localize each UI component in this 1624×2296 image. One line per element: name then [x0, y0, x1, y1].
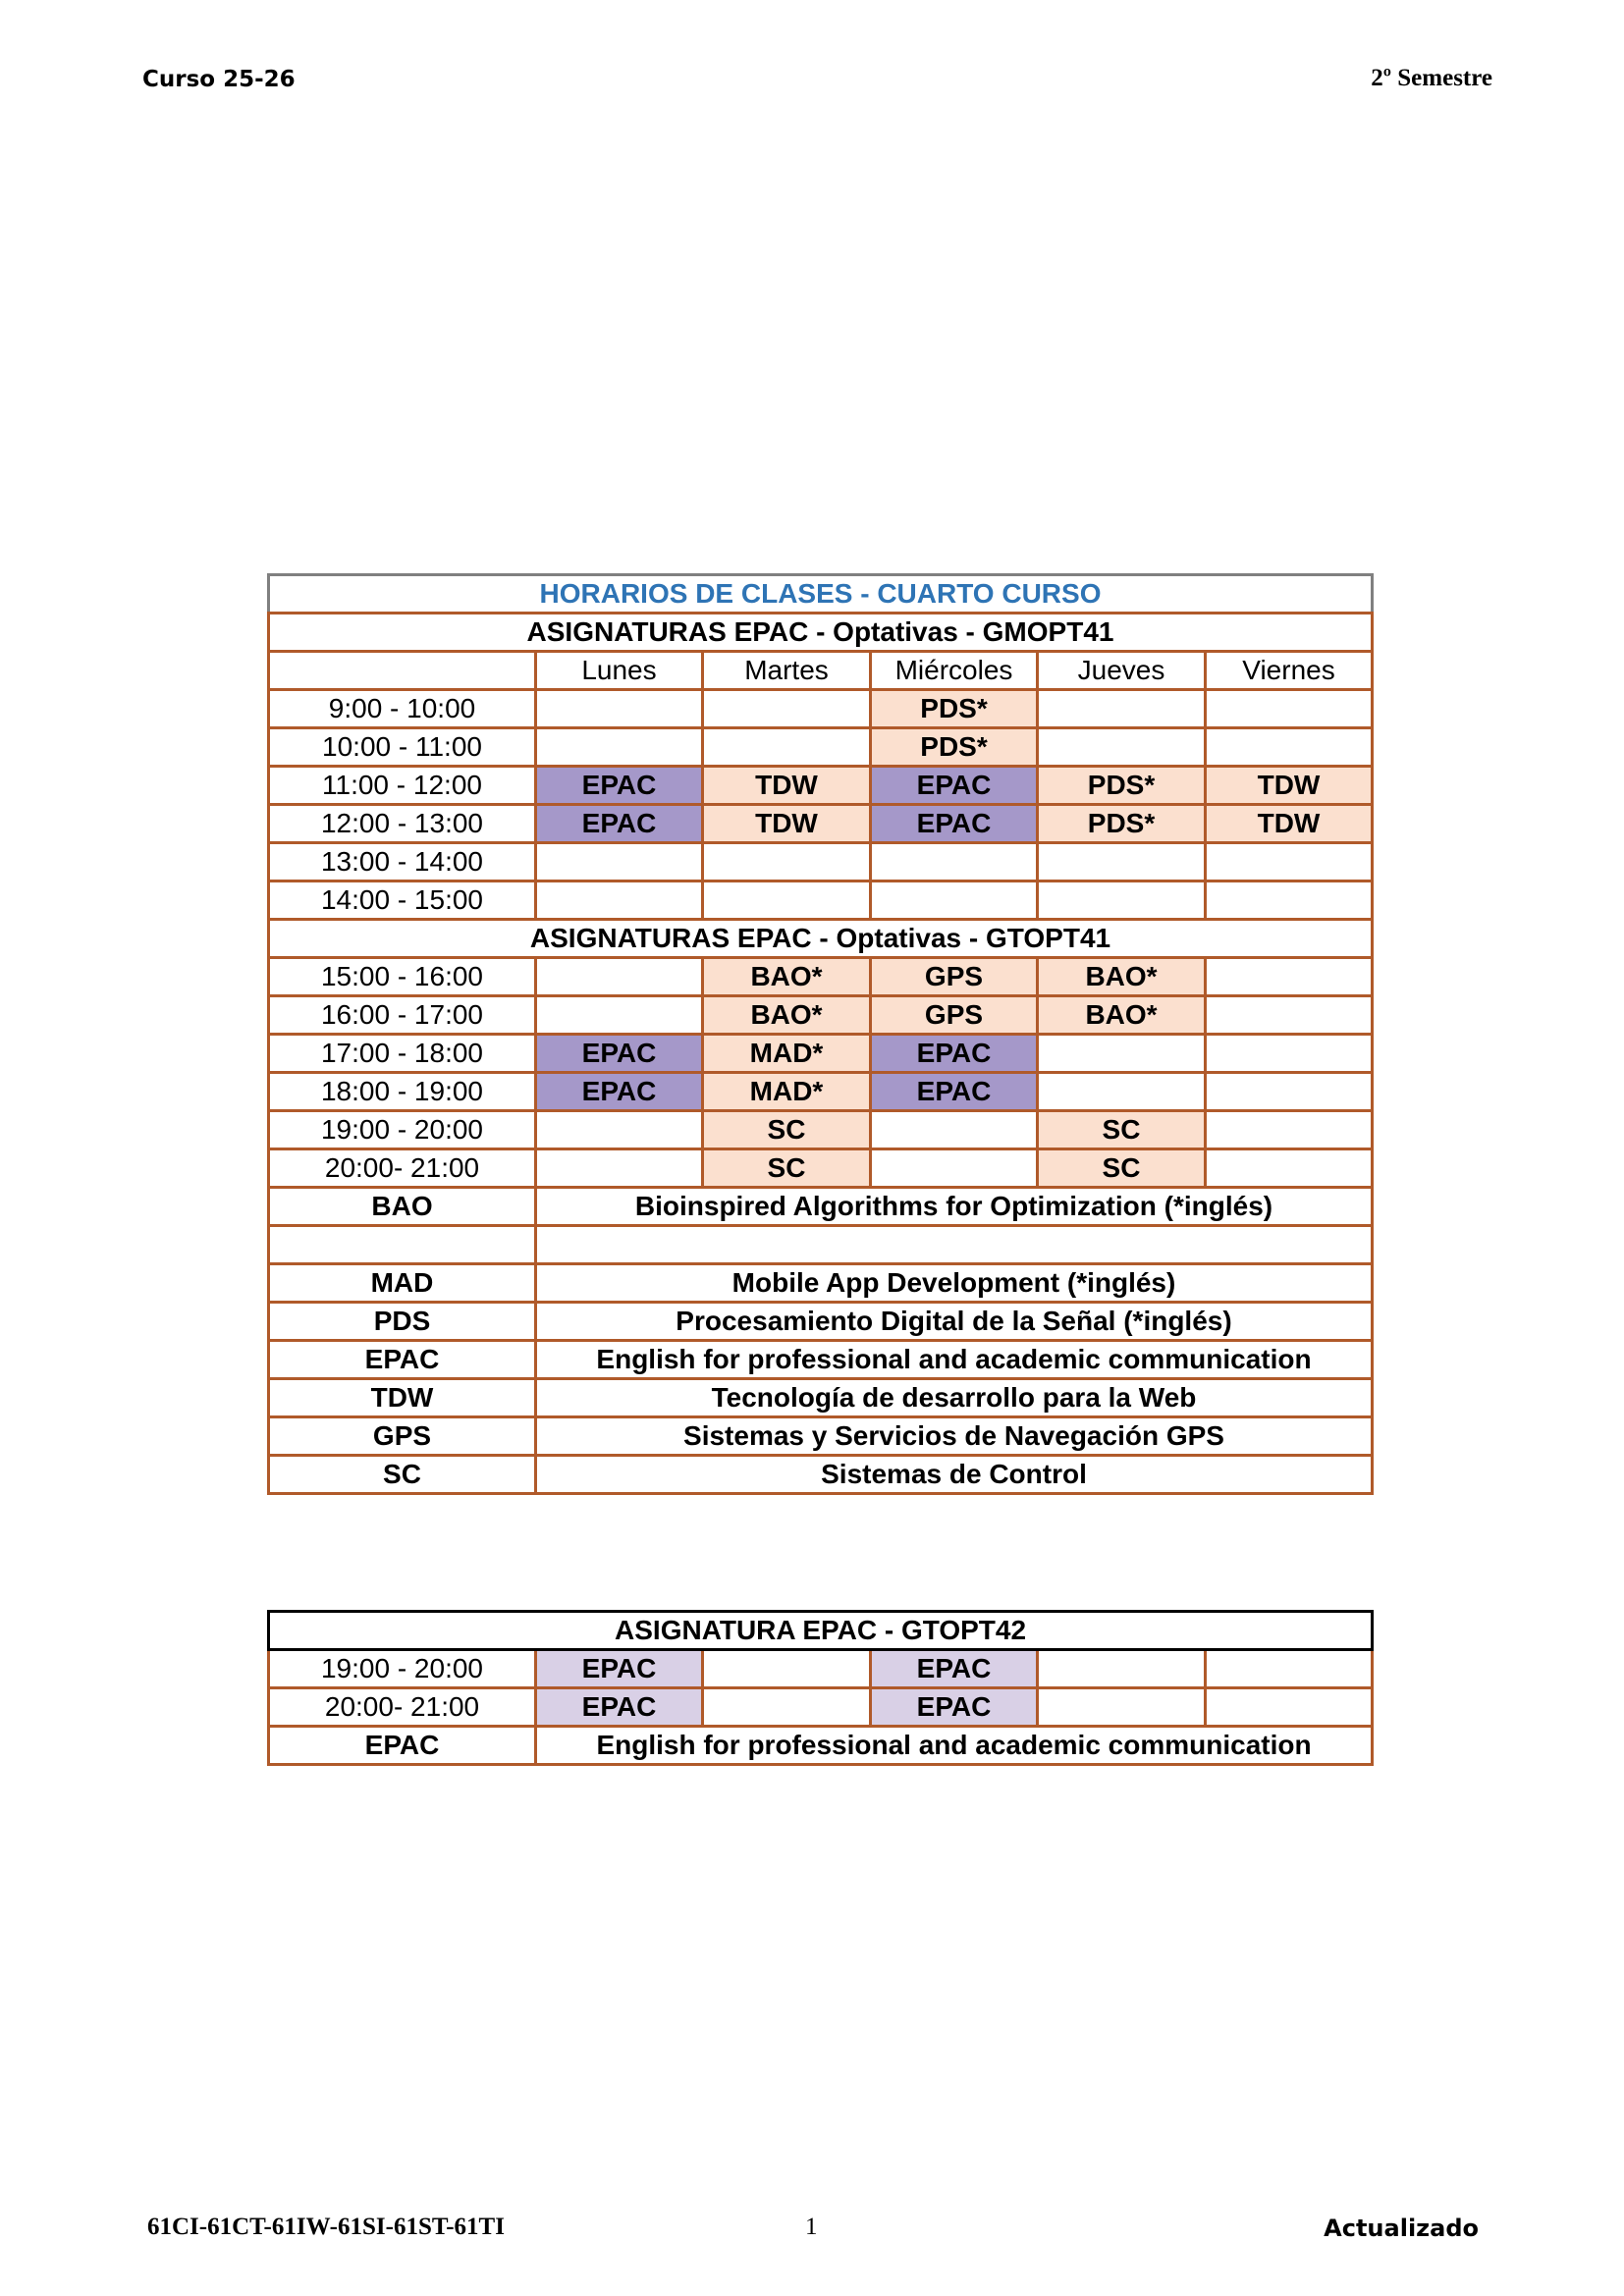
table-title: ASIGNATURA EPAC - GTOPT42 — [269, 1612, 1373, 1650]
empty-cell — [1038, 1650, 1206, 1688]
class-cell: EPAC — [536, 1650, 703, 1688]
subject-name: Procesamiento Digital de la Señal (*inglés) — [536, 1303, 1373, 1341]
time-slot: 14:00 - 15:00 — [269, 881, 536, 920]
empty-cell — [1206, 881, 1373, 920]
empty-cell — [1206, 690, 1373, 728]
empty-cell — [536, 1149, 703, 1188]
class-cell: PDS* — [871, 728, 1038, 767]
class-cell: PDS* — [871, 690, 1038, 728]
time-slot: 9:00 - 10:00 — [269, 690, 536, 728]
legend-row — [269, 1303, 1373, 1341]
empty-cell — [536, 996, 703, 1035]
day-header: Viernes — [1206, 652, 1373, 690]
legend-row — [269, 1379, 1373, 1417]
empty-cell — [536, 1111, 703, 1149]
legend-row — [269, 1727, 1373, 1765]
class-cell: BAO* — [1038, 996, 1206, 1035]
class-cell: GPS — [871, 996, 1038, 1035]
empty-cell — [871, 843, 1038, 881]
legend-row — [269, 1264, 1373, 1303]
schedule-row — [269, 728, 1373, 767]
class-cell: BAO* — [703, 958, 871, 996]
class-cell: EPAC — [536, 805, 703, 843]
empty-cell — [1038, 881, 1206, 920]
subject-name: Tecnología de desarrollo para la Web — [536, 1379, 1373, 1417]
class-cell: TDW — [703, 767, 871, 805]
schedule-row — [269, 958, 1373, 996]
empty-cell — [536, 958, 703, 996]
empty-cell — [536, 728, 703, 767]
class-cell: SC — [703, 1111, 871, 1149]
empty-cell — [536, 690, 703, 728]
empty-cell — [1206, 1073, 1373, 1111]
schedule-row — [269, 1688, 1373, 1727]
time-slot: 10:00 - 11:00 — [269, 728, 536, 767]
time-slot: 17:00 - 18:00 — [269, 1035, 536, 1073]
empty-cell — [1206, 1111, 1373, 1149]
schedule-row — [269, 1111, 1373, 1149]
class-cell: SC — [703, 1149, 871, 1188]
time-slot: 20:00- 21:00 — [269, 1688, 536, 1727]
schedule-row — [269, 767, 1373, 805]
section-title-gtopt41: ASIGNATURAS EPAC - Optativas - GTOPT41 — [269, 920, 1373, 958]
class-cell: EPAC — [871, 1688, 1038, 1727]
empty-cell — [703, 690, 871, 728]
subject-code: EPAC — [269, 1341, 536, 1379]
schedule-row — [269, 996, 1373, 1035]
table-title: HORARIOS DE CLASES - CUARTO CURSO — [269, 575, 1373, 614]
empty-cell — [703, 728, 871, 767]
day-header: Jueves — [1038, 652, 1206, 690]
subject-name: Sistemas de Control — [536, 1456, 1373, 1494]
subject-name: English for professional and academic communication — [536, 1341, 1373, 1379]
page-number: 1 — [805, 2214, 818, 2240]
time-slot: 20:00- 21:00 — [269, 1149, 536, 1188]
legend-row — [269, 1417, 1373, 1456]
empty-cell — [1206, 728, 1373, 767]
class-cell: TDW — [1206, 805, 1373, 843]
empty-cell — [1206, 1688, 1373, 1727]
time-slot: 13:00 - 14:00 — [269, 843, 536, 881]
subject-code: EPAC — [269, 1727, 536, 1765]
empty-cell — [1206, 843, 1373, 881]
class-cell: TDW — [1206, 767, 1373, 805]
class-cell: SC — [1038, 1111, 1206, 1149]
schedule-row — [269, 1650, 1373, 1688]
subject-code: MAD — [269, 1264, 536, 1303]
time-slot: 19:00 - 20:00 — [269, 1111, 536, 1149]
time-slot: 11:00 - 12:00 — [269, 767, 536, 805]
empty-cell — [703, 1650, 871, 1688]
schedule-row — [269, 690, 1373, 728]
class-cell: EPAC — [871, 805, 1038, 843]
class-cell: PDS* — [1038, 767, 1206, 805]
day-header: Lunes — [536, 652, 703, 690]
legend-row — [269, 1226, 1373, 1264]
empty-cell — [703, 843, 871, 881]
empty-cell — [1206, 1149, 1373, 1188]
empty-cell — [1206, 996, 1373, 1035]
class-cell: EPAC — [536, 767, 703, 805]
time-slot: 16:00 - 17:00 — [269, 996, 536, 1035]
day-header: Miércoles — [871, 652, 1038, 690]
time-slot: 12:00 - 13:00 — [269, 805, 536, 843]
empty-cell — [703, 881, 871, 920]
class-cell: EPAC — [871, 1035, 1038, 1073]
subject-code: GPS — [269, 1417, 536, 1456]
schedule-row — [269, 843, 1373, 881]
empty-cell — [871, 1149, 1038, 1188]
empty-cell — [871, 881, 1038, 920]
class-cell: EPAC — [536, 1688, 703, 1727]
legend-row — [269, 1188, 1373, 1226]
class-cell: PDS* — [1038, 805, 1206, 843]
schedule-table-4th-year — [267, 573, 1374, 1495]
course-label: Curso 25-26 — [142, 67, 296, 92]
subject-code: PDS — [269, 1303, 536, 1341]
class-cell: TDW — [703, 805, 871, 843]
class-cell: MAD* — [703, 1035, 871, 1073]
schedule-row — [269, 881, 1373, 920]
empty-cell — [536, 881, 703, 920]
degree-codes: 61CI-61CT-61IW-61SI-61ST-61TI — [147, 2214, 505, 2240]
schedule-row — [269, 1035, 1373, 1073]
subject-code: SC — [269, 1456, 536, 1494]
empty-cell — [1038, 690, 1206, 728]
subject-code: TDW — [269, 1379, 536, 1417]
schedule-row — [269, 1073, 1373, 1111]
class-cell: EPAC — [871, 767, 1038, 805]
subject-name: English for professional and academic communication — [536, 1727, 1373, 1765]
empty-cell — [703, 1688, 871, 1727]
legend-row — [269, 1456, 1373, 1494]
empty-cell — [1206, 1650, 1373, 1688]
class-cell: SC — [1038, 1149, 1206, 1188]
class-cell: GPS — [871, 958, 1038, 996]
time-slot: 18:00 - 19:00 — [269, 1073, 536, 1111]
empty-cell — [1038, 1035, 1206, 1073]
legend-row — [269, 1341, 1373, 1379]
subject-code: BAO — [269, 1188, 536, 1226]
empty-cell — [1038, 1073, 1206, 1111]
corner-cell — [269, 652, 536, 690]
class-cell: EPAC — [871, 1073, 1038, 1111]
empty-cell — [1038, 1688, 1206, 1727]
semester-label: 2º Semestre — [1371, 65, 1492, 91]
class-cell: BAO* — [1038, 958, 1206, 996]
subject-code — [269, 1226, 536, 1264]
subject-name — [536, 1226, 1373, 1264]
time-slot: 15:00 - 16:00 — [269, 958, 536, 996]
class-cell: BAO* — [703, 996, 871, 1035]
section-title-gmopt41: ASIGNATURAS EPAC - Optativas - GMOPT41 — [269, 614, 1373, 652]
class-cell: EPAC — [536, 1073, 703, 1111]
empty-cell — [871, 1111, 1038, 1149]
schedule-row — [269, 1149, 1373, 1188]
time-slot: 19:00 - 20:00 — [269, 1650, 536, 1688]
empty-cell — [1206, 1035, 1373, 1073]
updated-label: Actualizado — [1324, 2215, 1479, 2242]
subject-name: Bioinspired Algorithms for Optimization (*inglés) — [536, 1188, 1373, 1226]
schedule-table-gtopt42 — [267, 1610, 1374, 1766]
empty-cell — [1038, 843, 1206, 881]
empty-cell — [1206, 958, 1373, 996]
empty-cell — [536, 843, 703, 881]
empty-cell — [1038, 728, 1206, 767]
subject-name: Sistemas y Servicios de Navegación GPS — [536, 1417, 1373, 1456]
class-cell: EPAC — [871, 1650, 1038, 1688]
class-cell: EPAC — [536, 1035, 703, 1073]
days-header-row — [269, 652, 1373, 690]
schedule-row — [269, 805, 1373, 843]
subject-name: Mobile App Development (*inglés) — [536, 1264, 1373, 1303]
class-cell: MAD* — [703, 1073, 871, 1111]
day-header: Martes — [703, 652, 871, 690]
